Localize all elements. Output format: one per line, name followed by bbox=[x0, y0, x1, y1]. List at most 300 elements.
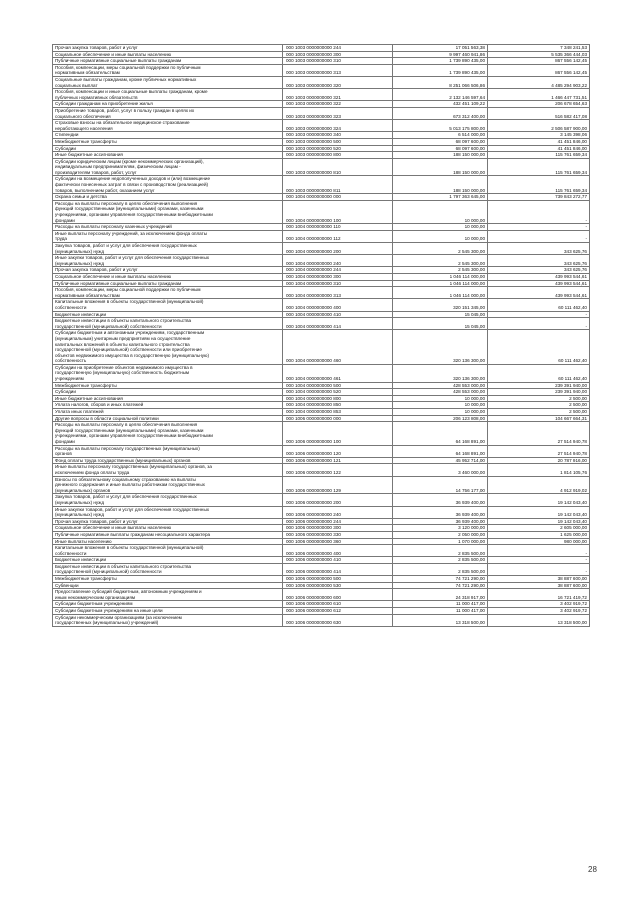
approved-amount-cell bbox=[393, 494, 488, 506]
approved-amount-cell-text: 2 545 300,00 bbox=[458, 267, 485, 273]
executed-amount-cell-text: 439 993 544,61 bbox=[555, 280, 587, 286]
table-row bbox=[53, 287, 590, 299]
budget-code-cell-text: 000 1004 0000000000 244 bbox=[286, 267, 341, 273]
expense-name-cell-text: Взносы по обязательному социальному страхованию на выплаты денежного содержания и иные выплаты работникам государственных (муниципальных) органов bbox=[55, 476, 205, 493]
expense-name-cell-text: Субсидии на приобретение объектов недвижимого имущества в государственную (муниципальную) собственность бюджетным учреждениям bbox=[55, 364, 193, 382]
approved-amount-cell-text: 1 739 890 435,00 bbox=[449, 58, 485, 64]
table-row bbox=[53, 415, 590, 422]
approved-amount-cell-text: 3 120 000,00 bbox=[458, 525, 485, 531]
executed-amount-cell-text: 5 535 366 444,03 bbox=[551, 51, 587, 57]
executed-amount-cell bbox=[488, 64, 590, 76]
expense-name-cell-text: Пособия, компенсации, меры социальной поддержки по публичным нормативным обязательствам bbox=[55, 64, 201, 76]
approved-amount-cell-text: 320 151 345,00 bbox=[453, 304, 485, 310]
table-row bbox=[53, 457, 590, 464]
expense-name-cell-text: Фонд оплаты труда государственных (муниципальных) органов bbox=[55, 457, 191, 463]
expense-name-cell bbox=[53, 76, 283, 88]
approved-amount-cell-text: 36 939 400,00 bbox=[455, 518, 485, 524]
approved-amount-cell bbox=[393, 318, 488, 330]
budget-code-cell-text: 000 1004 0000000000 240 bbox=[286, 260, 341, 266]
executed-amount-cell-text: 980 000,00 bbox=[564, 538, 587, 544]
table-row bbox=[53, 576, 590, 583]
approved-amount-cell bbox=[393, 76, 488, 88]
budget-code-cell bbox=[283, 76, 393, 88]
executed-amount-cell-text: 239 391 940,00 bbox=[555, 382, 587, 388]
executed-amount-cell bbox=[488, 422, 590, 445]
approved-amount-cell bbox=[393, 311, 488, 318]
approved-amount-cell-text: 2 835 500,00 bbox=[458, 557, 485, 563]
executed-amount-cell-text: 19 142 043,40 bbox=[557, 499, 587, 505]
expense-name-cell-text: Закупка товаров, работ и услуг для обеспечения государственных (муниципальных) нужд bbox=[55, 494, 197, 505]
budget-code-cell bbox=[283, 494, 393, 506]
table-row bbox=[53, 364, 590, 382]
executed-amount-cell-text: 3 145 398,06 bbox=[560, 132, 587, 138]
budget-code-cell-text: 000 1003 0000000000 800 bbox=[286, 152, 341, 158]
budget-code-cell-text: 000 1004 0000000000 460 bbox=[286, 358, 341, 364]
budget-code-cell-text: 000 1006 0000000000 360 bbox=[286, 538, 341, 544]
approved-amount-cell bbox=[393, 176, 488, 194]
executed-amount-cell-text: 439 993 544,61 bbox=[555, 292, 587, 298]
executed-amount-cell bbox=[488, 158, 590, 176]
executed-amount-cell-text: 27 514 940,78 bbox=[557, 439, 587, 444]
approved-amount-cell-text: 10 000,00 bbox=[464, 409, 485, 415]
executed-amount-cell-text: - bbox=[585, 550, 587, 556]
table-row bbox=[53, 280, 590, 287]
approved-amount-cell-text: 428 553 000,00 bbox=[453, 382, 485, 388]
expense-name-cell-text: Предоставление субсидий бюджетным, автономным учреждениям и иным некоммерческим организациям bbox=[55, 589, 202, 600]
table-row bbox=[53, 145, 590, 152]
budget-code-cell bbox=[283, 176, 393, 194]
expense-name-cell-text: Иные закупки товаров, работ и услуг для обеспечения государственных (муниципальных) нужд bbox=[55, 506, 210, 518]
expense-name-cell-text: Стипендии bbox=[55, 132, 79, 138]
budget-code-cell bbox=[283, 120, 393, 132]
expense-name-cell bbox=[53, 200, 283, 223]
budget-code-cell-text: 000 1003 0000000000 300 bbox=[286, 51, 341, 57]
executed-amount-cell-text: 60 111 462,40 bbox=[558, 358, 587, 364]
budget-code-cell-text: 000 1003 0000000000 324 bbox=[286, 125, 341, 131]
budget-code-cell bbox=[283, 589, 393, 601]
budget-code-cell-text: 000 1006 0000000000 610 bbox=[286, 601, 341, 607]
executed-amount-cell-text: 1 625 000,00 bbox=[560, 531, 587, 537]
executed-amount-cell-text: - bbox=[585, 323, 587, 329]
expense-name-cell bbox=[53, 614, 283, 626]
budget-code-cell-text: 000 1004 0000000000 853 bbox=[286, 409, 341, 415]
budget-code-cell bbox=[283, 273, 393, 280]
approved-amount-cell bbox=[393, 132, 488, 139]
executed-amount-cell-text: 41 451 846,00 bbox=[557, 145, 587, 151]
budget-code-cell-text: 000 1006 0000000000 414 bbox=[286, 569, 341, 575]
approved-amount-cell-text: 10 000,00 bbox=[464, 217, 485, 223]
executed-amount-cell bbox=[488, 280, 590, 287]
approved-amount-cell-text: 188 150 000,00 bbox=[453, 187, 485, 193]
expense-name-cell-text: Межбюджетные трансферты bbox=[55, 138, 117, 144]
approved-amount-cell-text: 2 545 300,00 bbox=[458, 260, 485, 266]
budget-code-cell bbox=[283, 582, 393, 589]
expense-name-cell-text: Субсидии bbox=[55, 389, 76, 395]
executed-amount-cell bbox=[488, 402, 590, 409]
expense-name-cell bbox=[53, 415, 283, 422]
budget-code-cell-text: 000 1004 0000000000 520 bbox=[286, 389, 341, 395]
table-row bbox=[53, 395, 590, 402]
table-row bbox=[53, 525, 590, 532]
table-row bbox=[53, 51, 590, 58]
approved-amount-cell bbox=[393, 287, 488, 299]
approved-amount-cell-text: 1 046 114 000,00 bbox=[449, 292, 485, 298]
approved-amount-cell bbox=[393, 107, 488, 119]
expense-name-cell bbox=[53, 518, 283, 525]
executed-amount-cell-text: 7 348 241,53 bbox=[560, 45, 587, 50]
table-row bbox=[53, 255, 590, 267]
expense-name-cell bbox=[53, 525, 283, 532]
approved-amount-cell-text: 15 045,00 bbox=[464, 323, 485, 329]
executed-amount-cell-text: 343 625,76 bbox=[564, 260, 587, 266]
expense-name-cell-text: Субсидии бюджетным и автономным учреждениям, государственным (муниципальным) унитарным предприятиям на осуществление капитальных вложений в объекты капитального строительства государственной (муниципальной) собственности или приобретение объектов недвижимого имущества в государственную (муниципальную) собственность bbox=[55, 330, 210, 364]
executed-amount-cell bbox=[488, 364, 590, 382]
executed-amount-cell bbox=[488, 152, 590, 159]
table-row bbox=[53, 176, 590, 194]
table-row bbox=[53, 152, 590, 159]
table-row bbox=[53, 464, 590, 476]
expense-name-cell-text: Другие вопросы в области социальной политики bbox=[55, 415, 159, 421]
approved-amount-cell-text: 11 000 417,00 bbox=[455, 608, 485, 614]
executed-amount-cell bbox=[488, 243, 590, 255]
expense-name-cell bbox=[53, 194, 283, 201]
budget-code-cell-text: 000 1003 0000000000 500 bbox=[286, 138, 341, 144]
approved-amount-cell-text: 2 545 300,00 bbox=[458, 248, 485, 254]
expense-name-cell bbox=[53, 132, 283, 139]
expense-name-cell-text: Пособия, компенсации, меры социальной поддержки по публичным нормативным обязательствам bbox=[55, 287, 201, 298]
approved-amount-cell-text: 1 070 000,00 bbox=[458, 538, 485, 544]
budget-code-cell bbox=[283, 557, 393, 564]
table-row bbox=[53, 58, 590, 65]
budget-code-cell-text: 000 1003 0000000000 320 bbox=[286, 82, 341, 88]
table-row bbox=[53, 311, 590, 318]
expense-name-cell-text: Страховые взносы на обязательное медицинское страхование неработающего населения bbox=[55, 120, 190, 131]
table-row bbox=[53, 608, 590, 615]
table-row bbox=[53, 318, 590, 330]
executed-amount-cell bbox=[488, 273, 590, 280]
approved-amount-cell-text: 9 997 460 941,86 bbox=[449, 51, 485, 57]
executed-amount-cell-text: 60 111 462,40 bbox=[558, 376, 587, 382]
table-row bbox=[53, 557, 590, 564]
table-row bbox=[53, 506, 590, 518]
expense-name-cell bbox=[53, 402, 283, 409]
budget-code-cell bbox=[283, 224, 393, 231]
table-row bbox=[53, 382, 590, 389]
expense-name-cell bbox=[53, 457, 283, 464]
executed-amount-cell bbox=[488, 330, 590, 365]
expense-name-cell bbox=[53, 107, 283, 119]
expense-name-cell bbox=[53, 382, 283, 389]
executed-amount-cell-text: 38 887 600,00 bbox=[557, 582, 587, 588]
executed-amount-cell-text: 60 111 462,40 bbox=[558, 304, 587, 310]
approved-amount-cell-text: 2 835 500,00 bbox=[458, 569, 485, 575]
approved-amount-cell-text: 36 939 400,00 bbox=[455, 512, 485, 518]
approved-amount-cell-text: 17 051 563,38 bbox=[455, 45, 485, 50]
approved-amount-cell bbox=[393, 557, 488, 564]
approved-amount-cell bbox=[393, 531, 488, 538]
approved-amount-cell-text: 1 739 890 435,00 bbox=[449, 70, 485, 76]
approved-amount-cell-text: 6 514 000,00 bbox=[458, 132, 485, 138]
approved-amount-cell bbox=[393, 545, 488, 557]
expense-name-cell-text: Субсидии bbox=[55, 145, 76, 151]
executed-amount-cell bbox=[488, 506, 590, 518]
expense-name-cell-text: Субсидии бюджетным учреждениям на иные цели bbox=[55, 608, 163, 614]
expense-name-cell-text: Субсидии юридическим лицам (кроме некоммерческих организаций), индивидуальным предпринимателям, физическим лицам - производителям товаров, работ, услуг bbox=[55, 158, 204, 175]
expense-name-cell bbox=[53, 273, 283, 280]
approved-amount-cell bbox=[393, 138, 488, 145]
budget-code-cell bbox=[283, 299, 393, 311]
table-row bbox=[53, 132, 590, 139]
expense-name-cell bbox=[53, 311, 283, 318]
table-body bbox=[53, 45, 590, 627]
budget-code-cell-text: 000 1006 0000000000 500 bbox=[286, 576, 341, 582]
budget-code-cell bbox=[283, 330, 393, 365]
expense-name-cell-text: Субсидии бюджетным учреждениям bbox=[55, 601, 133, 607]
approved-amount-cell-text: 68 097 600,00 bbox=[455, 138, 485, 144]
approved-amount-cell bbox=[393, 51, 488, 58]
table-row bbox=[53, 224, 590, 231]
executed-amount-cell bbox=[488, 557, 590, 564]
executed-amount-cell-text: 739 843 272,77 bbox=[555, 194, 587, 200]
expense-name-cell-text: Иные выплаты персоналу государственных (муниципальных) органов, за исключением фонда оплаты труда bbox=[55, 464, 212, 475]
executed-amount-cell bbox=[488, 138, 590, 145]
approved-amount-cell bbox=[393, 45, 488, 52]
expense-name-cell-text: Субсидии на возмещение недополученных доходов и (или) возмещение фактически понесенных затрат в связи с производством (реализацией) товаров, выполнением работ, оказанием услуг bbox=[55, 176, 211, 193]
expense-name-cell-text: Публичные нормативные социальные выплаты гражданам bbox=[55, 58, 182, 64]
budget-code-cell bbox=[283, 255, 393, 267]
page-number: 28 bbox=[588, 865, 597, 874]
expense-name-cell bbox=[53, 224, 283, 231]
approved-amount-cell-text: 24 318 917,00 bbox=[455, 594, 485, 600]
budget-code-cell-text: 000 1004 0000000000 461 bbox=[286, 376, 341, 382]
approved-amount-cell bbox=[393, 395, 488, 402]
approved-amount-cell bbox=[393, 614, 488, 626]
budget-code-cell bbox=[283, 107, 393, 119]
expense-name-cell-text: Уплата налогов, сборов и иных платежей bbox=[55, 402, 144, 408]
budget-code-cell bbox=[283, 200, 393, 223]
table-row bbox=[53, 194, 590, 201]
executed-amount-cell bbox=[488, 299, 590, 311]
budget-code-cell-text: 000 1006 0000000000 100 bbox=[286, 439, 341, 444]
approved-amount-cell bbox=[393, 267, 488, 274]
approved-amount-cell-text: 2 050 000,00 bbox=[458, 531, 485, 537]
executed-amount-cell bbox=[488, 589, 590, 601]
expense-name-cell bbox=[53, 389, 283, 396]
budget-code-cell bbox=[283, 608, 393, 615]
table-row bbox=[53, 601, 590, 608]
expense-name-cell-text: Приобретение товаров, работ, услуг в пользу граждан в целях их социального обеспечения bbox=[55, 107, 195, 119]
approved-amount-cell-text: 74 721 290,00 bbox=[455, 582, 485, 588]
table-row bbox=[53, 531, 590, 538]
table-row bbox=[53, 101, 590, 108]
executed-amount-cell-text: 867 556 142,45 bbox=[555, 58, 587, 64]
budget-code-cell bbox=[283, 464, 393, 476]
budget-code-cell bbox=[283, 601, 393, 608]
budget-code-cell bbox=[283, 409, 393, 416]
executed-amount-cell bbox=[488, 601, 590, 608]
budget-code-cell-text: 000 1006 0000000000 122 bbox=[286, 469, 341, 475]
budget-code-cell-text: 000 1006 0000000000 630 bbox=[286, 620, 341, 626]
executed-amount-cell-text: 115 761 659,34 bbox=[555, 152, 587, 158]
expense-name-cell bbox=[53, 138, 283, 145]
budget-code-cell bbox=[283, 525, 393, 532]
budget-code-cell bbox=[283, 318, 393, 330]
expense-name-cell-text: Социальное обеспечение и иные выплаты населению bbox=[55, 525, 172, 531]
budget-code-cell bbox=[283, 576, 393, 583]
budget-code-cell bbox=[283, 457, 393, 464]
executed-amount-cell-text: 38 887 600,00 bbox=[557, 576, 587, 582]
budget-code-cell bbox=[283, 287, 393, 299]
budget-code-cell bbox=[283, 89, 393, 101]
executed-amount-cell bbox=[488, 614, 590, 626]
budget-code-cell-text: 000 1003 0000000000 322 bbox=[286, 101, 341, 107]
executed-amount-cell bbox=[488, 132, 590, 139]
expense-name-cell-text: Закупка товаров, работ и услуг для обеспечения государственных (муниципальных) нужд bbox=[55, 243, 197, 254]
approved-amount-cell bbox=[393, 89, 488, 101]
budget-code-cell-text: 000 1004 0000000000 410 bbox=[286, 311, 341, 317]
approved-amount-cell bbox=[393, 457, 488, 464]
expense-name-cell-text: Субсидии некоммерческим организациям (за исключением государственных (муниципальных) учреждений) bbox=[55, 614, 182, 626]
executed-amount-cell bbox=[488, 101, 590, 108]
expense-name-cell-text: Прочая закупка товаров, работ и услуг bbox=[55, 267, 138, 273]
expense-name-cell bbox=[53, 563, 283, 575]
budget-code-cell-text: 000 1004 0000000000 850 bbox=[286, 402, 341, 408]
budget-code-cell bbox=[283, 614, 393, 626]
budget-code-cell-text: 000 1006 0000000000 129 bbox=[286, 487, 341, 493]
budget-code-cell-text: 000 1004 0000000000 000 bbox=[286, 194, 341, 200]
expense-name-cell bbox=[53, 152, 283, 159]
executed-amount-cell-text: 2 506 587 900,00 bbox=[551, 125, 587, 131]
budget-code-cell-text: 000 1004 0000000000 300 bbox=[286, 273, 341, 279]
budget-code-cell-text: 000 1004 0000000000 110 bbox=[286, 224, 341, 230]
approved-amount-cell bbox=[393, 382, 488, 389]
approved-amount-cell-text: 36 939 400,00 bbox=[455, 499, 485, 505]
expense-name-cell bbox=[53, 299, 283, 311]
approved-amount-cell-text: 320 136 300,00 bbox=[453, 358, 485, 364]
executed-amount-cell-text: 4 912 919,02 bbox=[560, 487, 587, 493]
executed-amount-cell bbox=[488, 318, 590, 330]
executed-amount-cell-text: - bbox=[585, 557, 587, 563]
expense-name-cell bbox=[53, 601, 283, 608]
executed-amount-cell-text: 2 500,00 bbox=[569, 402, 587, 408]
table-row bbox=[53, 589, 590, 601]
budget-code-cell bbox=[283, 531, 393, 538]
table-row bbox=[53, 120, 590, 132]
expense-name-cell-text: Иные выплаты населению bbox=[55, 538, 112, 544]
budget-code-cell bbox=[283, 152, 393, 159]
budget-code-cell-text: 000 1006 0000000000 410 bbox=[286, 557, 341, 563]
approved-amount-cell-text: 13 318 500,00 bbox=[455, 620, 485, 626]
table-row bbox=[53, 45, 590, 52]
budget-code-cell bbox=[283, 422, 393, 445]
budget-code-cell bbox=[283, 506, 393, 518]
budget-code-cell-text: 000 1003 0000000000 810 bbox=[286, 169, 341, 175]
budget-code-cell-text: 000 1006 0000000000 120 bbox=[286, 451, 341, 457]
approved-amount-cell bbox=[393, 563, 488, 575]
executed-amount-cell-text: 16 721 419,72 bbox=[557, 594, 587, 600]
executed-amount-cell bbox=[488, 145, 590, 152]
budget-code-cell bbox=[283, 518, 393, 525]
expense-name-cell bbox=[53, 243, 283, 255]
executed-amount-cell bbox=[488, 194, 590, 201]
table-row bbox=[53, 563, 590, 575]
expense-name-cell bbox=[53, 120, 283, 132]
budget-code-cell bbox=[283, 64, 393, 76]
executed-amount-cell bbox=[488, 176, 590, 194]
executed-amount-cell bbox=[488, 311, 590, 318]
expense-name-cell bbox=[53, 318, 283, 330]
approved-amount-cell-text: 673 312 400,00 bbox=[453, 113, 485, 119]
executed-amount-cell-text: 439 993 544,61 bbox=[555, 273, 587, 279]
approved-amount-cell-text: 188 150 000,00 bbox=[453, 152, 485, 158]
approved-amount-cell bbox=[393, 589, 488, 601]
table-row bbox=[53, 230, 590, 242]
expense-name-cell bbox=[53, 545, 283, 557]
table-row bbox=[53, 445, 590, 457]
budget-code-cell-text: 000 1006 0000000000 240 bbox=[286, 512, 341, 518]
executed-amount-cell bbox=[488, 525, 590, 532]
approved-amount-cell-text: 10 000,00 bbox=[464, 236, 485, 242]
expense-name-cell bbox=[53, 64, 283, 76]
table-row bbox=[53, 494, 590, 506]
approved-amount-cell bbox=[393, 538, 488, 545]
approved-amount-cell bbox=[393, 273, 488, 280]
approved-amount-cell bbox=[393, 120, 488, 132]
approved-amount-cell bbox=[393, 518, 488, 525]
table-row bbox=[53, 330, 590, 365]
approved-amount-cell-text: 74 721 290,00 bbox=[455, 576, 485, 582]
executed-amount-cell-text: 4 485 294 903,22 bbox=[551, 82, 587, 88]
executed-amount-cell bbox=[488, 89, 590, 101]
executed-amount-cell-text: 20 787 916,00 bbox=[557, 457, 587, 463]
executed-amount-cell bbox=[488, 45, 590, 52]
approved-amount-cell bbox=[393, 445, 488, 457]
executed-amount-cell-text: - bbox=[585, 311, 587, 317]
executed-amount-cell-text: - bbox=[585, 217, 587, 223]
table-row bbox=[53, 64, 590, 76]
approved-amount-cell bbox=[393, 194, 488, 201]
budget-code-cell-text: 000 1003 0000000000 313 bbox=[286, 70, 341, 76]
executed-amount-cell-text: 2 605 000,00 bbox=[560, 525, 587, 531]
executed-amount-cell bbox=[488, 518, 590, 525]
budget-code-cell-text: 000 1004 0000000000 310 bbox=[286, 280, 341, 286]
budget-code-cell-text: 000 1004 0000000000 800 bbox=[286, 395, 341, 401]
approved-amount-cell bbox=[393, 243, 488, 255]
approved-amount-cell-text: 1 046 114 000,00 bbox=[449, 273, 485, 279]
expense-name-cell bbox=[53, 230, 283, 242]
executed-amount-cell-text: 206 678 654,63 bbox=[555, 101, 587, 107]
budget-code-cell-text: 000 1006 0000000000 600 bbox=[286, 594, 341, 600]
expenditure-table bbox=[52, 44, 590, 627]
budget-code-cell bbox=[283, 45, 393, 52]
executed-amount-cell bbox=[488, 267, 590, 274]
executed-amount-cell-text: - bbox=[585, 224, 587, 230]
expense-name-cell-text: Социальное обеспечение и иные выплаты населению bbox=[55, 51, 172, 57]
table-row bbox=[53, 243, 590, 255]
executed-amount-cell bbox=[488, 107, 590, 119]
budget-code-cell bbox=[283, 267, 393, 274]
executed-amount-cell bbox=[488, 476, 590, 494]
budget-code-cell bbox=[283, 445, 393, 457]
executed-amount-cell bbox=[488, 538, 590, 545]
budget-code-cell bbox=[283, 563, 393, 575]
expense-name-cell bbox=[53, 287, 283, 299]
executed-amount-cell-text: 2 500,00 bbox=[569, 395, 587, 401]
approved-amount-cell-text: 206 123 808,00 bbox=[453, 415, 485, 421]
approved-amount-cell bbox=[393, 230, 488, 242]
executed-amount-cell bbox=[488, 531, 590, 538]
expense-name-cell-text: Расходы на выплаты персоналу казенных учреждений bbox=[55, 224, 172, 230]
